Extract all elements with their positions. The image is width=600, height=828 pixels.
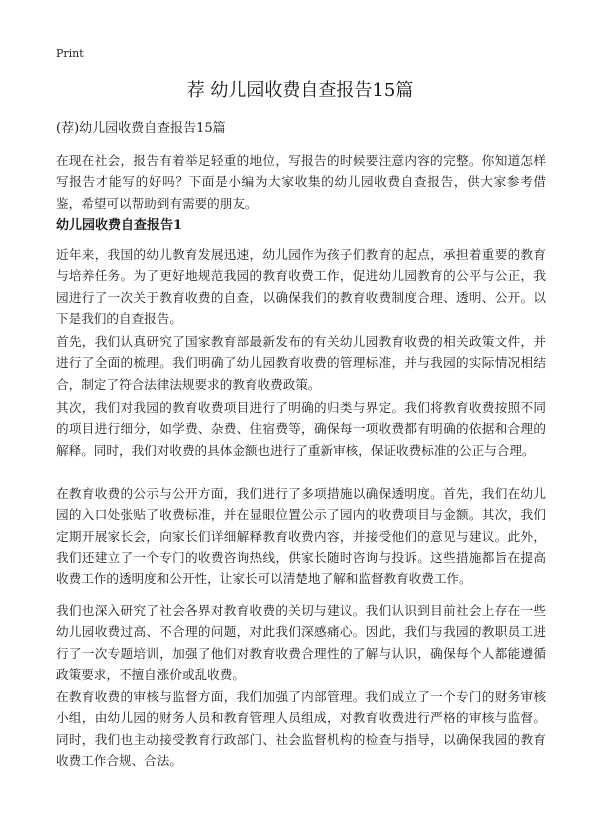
body-paragraph-1: 近年来，我国的幼儿教育发展迅速，幼儿园作为孩子们教育的起点，承担着重要的教育与培养任务。为了更好地规范我园的教育收费工作，促进幼儿园教育的公平与公正，我园进行了一次关于教育收费的自查，以确保我们的教育收费制度合理、透明、公开。以下是我们的自查报告。 [56, 247, 546, 326]
body-paragraph-4: 在教育收费的公示与公开方面，我们进行了多项措施以确保透明度。首先，我们在幼儿园的入口处张贴了收费标准，并在显眼位置公示了园内的收费项目与金额。其次，我们定期开展家长会，向家长们详细解释教育收费内容，并接受他们的意见与建议。此外，我们还建立了一个专门的收费咨询热线，供家长随时咨询与投诉。这些措施都旨在提高收费工作的透明度和公开性，让家长可以清楚地了解和监督教育收费工作。 [56, 486, 546, 587]
body-paragraph-6: 在教育收费的审核与监督方面，我们加强了内部管理。我们成立了一个专门的财务审核小组，由幼儿园的财务人员和教育管理人员组成，对教育收费进行严格的审核与监督。同时，我们也主动接受教育行政部门、社会监督机构的检查与指导，以确保我园的教育收费工作合规、合法。 [56, 689, 546, 768]
print-label: Print [56, 47, 84, 60]
document-subtitle: (荐)幼儿园收费自查报告15篇 [56, 121, 226, 136]
intro-paragraph: 在现在社会，报告有着举足轻重的地位，写报告的时候要注意内容的完整。你知道怎样写报告才能写的好吗？下面是小编为大家收集的幼儿园收费自查报告，供大家参考借鉴，希望可以帮助到有需要的朋友。 [56, 153, 546, 211]
body-paragraph-5: 我们也深入研究了社会各界对教育收费的关切与建议。我们认识到目前社会上存在一些幼儿园收费过高、不合理的问题，对此我们深感痛心。因此，我们与我园的教职员工进行了一次专题培训，加强了他们对教育收费合理性的了解与认识，确保每个人都能遵循政策要求，不擅自涨价或乱收费。 [56, 603, 546, 682]
document-title: 荐 幼儿园收费自查报告15篇 [186, 80, 414, 101]
body-paragraph-2: 首先，我们认真研究了国家教育部最新发布的有关幼儿园教育收费的相关政策文件，并进行了全面的梳理。我们明确了幼儿园教育收费的管理标准，并与我园的实际情况相结合，制定了符合法律法规要求的教育收费政策。 [56, 334, 546, 392]
section-heading: 幼儿园收费自查报告1 [56, 218, 183, 233]
body-paragraph-3: 其次，我们对我园的教育收费项目进行了明确的归类与界定。我们将教育收费按照不同的项目进行细分，如学费、杂费、住宿费等，确保每一项收费都有明确的依据和合理的解释。同时，我们对收费的具体金额也进行了重新审核，保证收费标准的公正与合理。 [56, 400, 546, 458]
